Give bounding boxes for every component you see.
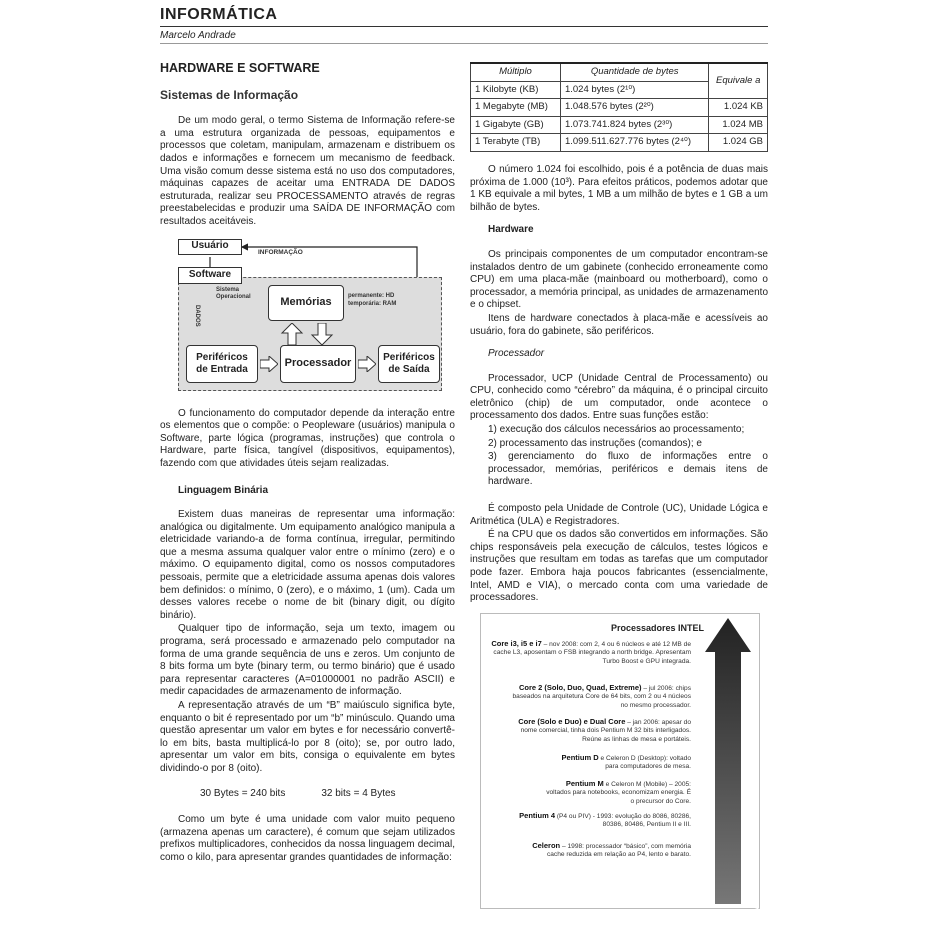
conversion-example-bits: 32 bits = 4 Bytes — [321, 787, 396, 799]
paragraph-processador: Processador, UCP (Unidade Central de Processamento) ou CPU, conhecido como “cérebro” da máquina, é o principal circuito eletrônico (chip) de um computador, onde acontece o processamento dos dados. Entre suas funções estão: — [470, 372, 768, 422]
intel-processor-desc: e Celeron M (Mobile) – 2005: voltados para notebooks, economizam energia. É o precursor do Core. — [546, 780, 691, 805]
table-cell: 1 Gigabyte (GB) — [471, 116, 561, 134]
intel-processor-desc: – 1998: processador “básico”, com memória cache reduzida em relação ao P4, lento e barato. — [546, 842, 691, 859]
intel-processor-name: Core i3, i5 e i7 — [491, 638, 542, 648]
intel-processor-item — [501, 718, 691, 745]
intel-processor-item — [511, 684, 691, 711]
table-header-quantidade: Quantidade de bytes — [560, 63, 708, 81]
header-divider-secondary — [160, 43, 768, 44]
sistema-operacional-label: Sistema Operacional — [216, 286, 251, 300]
intel-processor-item — [541, 780, 691, 807]
page-header-title: INFORMÁTICA — [160, 6, 278, 23]
intel-processors-infographic — [480, 613, 762, 913]
conversion-examples — [160, 788, 455, 801]
table-cell: 1.024 bytes (2¹⁰) — [560, 81, 708, 99]
list-item-2: 2) processamento das instruções (comandos); e — [488, 437, 702, 449]
table-row — [471, 116, 768, 134]
perifericos-saida-label-2: de Saída — [388, 363, 430, 375]
table-row — [471, 99, 768, 117]
intel-processor-desc: – nov 2008: com 2, 4 ou 6 núcleos e até 12 MB de cache L3, aposentam o FSB integrando a north bridge. Apresentam Turbo Boost e GPU integrada. — [493, 640, 691, 665]
table-cell: 1.024 KB — [709, 99, 768, 117]
intel-processor-item — [511, 812, 691, 830]
right-column — [470, 62, 768, 913]
table-cell: 1.024 MB — [709, 116, 768, 134]
arrow-entrada-processador — [260, 356, 278, 372]
software-box: Software — [178, 267, 242, 284]
list-item-1: 1) execução dos cálculos necessários ao processamento; — [488, 424, 745, 436]
paragraph-componentes: Os principais componentes de um computador encontram-se instalados dentro de um gabinete (conhecido erroneamente como CPU) em uma placa-mãe (mainboard ou motherboard), como o processador, a memória principal, as unidades de armazenamento e o chipset. — [470, 248, 768, 311]
intel-processor-item — [491, 640, 691, 667]
header-divider — [160, 26, 768, 27]
intel-processor-name: Core (Solo e Duo) e Dual Core — [518, 716, 626, 726]
conversion-example-bytes: 30 Bytes = 240 bits — [200, 787, 286, 799]
table-cell: 1.048.576 bytes (2²⁰) — [560, 99, 708, 117]
intel-processor-desc: – jul 2006: chips baseados na arquitetura Core de 64 bits, com 2 ou 4 núcleos no mesmo processador. — [512, 684, 691, 709]
perifericos-saida-box — [378, 345, 440, 383]
perifericos-entrada-box — [186, 345, 258, 383]
table-row — [471, 134, 768, 152]
paragraph-sistemas: De um modo geral, o termo Sistema de Informação refere-se a uma estrutura organizada de pessoas, equipamentos e processos que coletam, manipulam, armazenam e distribuem os dados e informações e fornecem um mecanismo de feedback. Uma visão comum desse sistema está no uso dos computadores, máquinas capazes de aceitar uma ENTRADA DE DADOS estruturada, realizar seu PROCESSAMENTO através de regras preestabelecidas e produzir uma SAÍDA DE INFORMAÇÃO com resultados aceitáveis. — [160, 115, 455, 227]
list-item-3: 3) gerenciamento do fluxo de informações entre o processador, memórias, periféricos e demais itens de hardware. — [488, 451, 768, 488]
table-cell: 1.024 GB — [709, 134, 768, 152]
perifericos-saida-label-1: Periféricos — [383, 351, 435, 363]
left-column — [160, 62, 455, 866]
arrow-processador-saida — [358, 356, 376, 372]
intel-processor-name: Celeron — [532, 840, 561, 850]
intel-processor-name: Pentium M — [565, 778, 604, 788]
intel-processor-item — [521, 842, 691, 860]
informacao-label: INFORMAÇÃO — [258, 248, 303, 256]
section-title: HARDWARE E SOFTWARE — [160, 61, 320, 75]
intel-processor-desc: – jan 2006: apesar do nome comercial, tinha dois Pentium M 32 bits interligados. Reúne as linhas de mesa e portáteis. — [520, 718, 691, 743]
table-header-equivale: Equivale a — [709, 63, 768, 99]
intel-processor-name: Pentium D — [561, 752, 599, 762]
subsection-title: Sistemas de Informação — [160, 87, 299, 102]
memory-processor-arrows — [280, 323, 340, 345]
paragraph-funcionamento: O funcionamento do computador depende da interação entre os elementos que o compõe: o Peopleware (usuários) manipula o Software, parte lógica (programas, instruções) que controla o Hardware, parte física, tangível (dispositivos, equipamentos), fazendo com que atividades úteis sejam realizadas. — [160, 407, 455, 469]
paragraph-composicao: É composto pela Unidade de Controle (UC), Unidade Lógica e Aritmética (ULA) e Registradores. — [470, 503, 768, 527]
usuario-box: Usuário — [178, 239, 242, 255]
velocidade-label: VELOCIDADE — [748, 793, 762, 913]
intel-processor-name: Pentium 4 — [519, 810, 555, 820]
hardware-title: Hardware — [488, 224, 534, 236]
processador-title: Processador — [488, 348, 545, 360]
memoria-permanente-label: permanente: HD — [348, 292, 395, 299]
memorias-box: Memórias — [268, 285, 344, 321]
paragraph-1024: O número 1.024 foi escolhido, pois é a potência de duas mais próxima de 1.000 (10³). Para efeitos práticos, podemos adotar que 1 KB equivale a mil bytes, 1 MB a um milhão de bytes e 1 GB a um bilhão de bytes. — [470, 163, 768, 213]
computer-system-diagram — [172, 239, 442, 394]
units-table — [470, 62, 768, 152]
paragraph-cpu-chips: É na CPU que os dados são convertidos em informações. São chips responsáveis pela execução de cálculos, testes lógicos e instruções que resultam em todas as tarefas que um computador pode fazer. Embora haja poucos fabricantes (essencialmente, Intel, AMD e VIA), o mercado conta com uma variedade de processadores. — [470, 529, 768, 604]
processador-box: Processador — [280, 345, 356, 383]
table-cell: 1.099.511.627.776 bytes (2⁴⁰) — [560, 134, 708, 152]
table-header-multiplo: Múltiplo — [471, 63, 561, 81]
table-cell: 1 Megabyte (MB) — [471, 99, 561, 117]
perifericos-entrada-label-1: Periféricos — [196, 351, 248, 363]
table-cell: 1 Terabyte (TB) — [471, 134, 561, 152]
paragraph-representacao: A representação através de um “B” maiúsculo significa byte, enquanto o bit é representado por um “b” minúsculo. Quando uma questão apresentar um valor em bytes e for necessário convertê-lo em bits, basta multiplicá-lo por 8 (oito); se, por outro lado, apresentar um valor em bits, consiga o equivalente em bytes dividindo-o por 8 (oito). — [160, 700, 455, 774]
dados-label: DADOS — [194, 304, 200, 327]
intel-processor-desc: e Celeron D (Desktop): voltado para computadores de mesa. — [598, 754, 691, 771]
memoria-temporaria-label: temporária: RAM — [348, 300, 397, 307]
velocidade-arrow — [705, 618, 751, 904]
paragraph-prefixos: Como um byte é uma unidade com valor muito pequeno (armazena apenas um caractere), é comum que sejam utilizados prefixos multiplicadores, conhecidos da nossa linguagem decimal, como o kilo, para apresentar grandes quantidades de informação: — [160, 814, 455, 863]
intel-processor-desc: (P4 ou PIV) - 1993: evolução do 8086, 80286, 80386, 80486, Pentium II e III. — [555, 812, 691, 829]
intel-processor-name: Core 2 (Solo, Duo, Quad, Extreme) — [518, 682, 642, 692]
paragraph-byte: Qualquer tipo de informação, seja um texto, imagem ou programa, será processado e armazenado pelo computador na forma de uma grande sequência de uns e zeros. Um conjunto de 8 bits forma um byte (binary term, ou termo binário) que é usado para representar caracteres (A=01000001 no padrão ASCII) e medir capacidades de armazenamento de informação. — [160, 623, 455, 698]
author-name: Marcelo Andrade — [160, 30, 236, 41]
paragraph-analogica-digital: Existem duas maneiras de representar uma informação: analógica ou digitalmente. Um equipamento analógico manipula a eletricidade variando-a de forma contínua, irregular, permitindo que a mesma assuma qualquer valor entre o mínimo (zero) e o máximo. O equipamento digital, como os nossos computadores pessoais, permite que a eletricidade assuma apenas dois valores bem definidos: o mínimo, 0 (zero), e o máximo, 1 (um). Cada um desses valores recebe o nome de bit (binary digit, ou dígito binário). — [160, 509, 455, 621]
table-cell: 1 Kilobyte (KB) — [471, 81, 561, 99]
linguagem-binaria-title: Linguagem Binária — [178, 484, 269, 496]
intel-title: Processadores INTEL — [611, 622, 705, 633]
intel-processor-item — [551, 754, 691, 772]
perifericos-entrada-label-2: de Entrada — [196, 363, 248, 375]
paragraph-perifericos: Itens de hardware conectados à placa-mãe e acessíveis ao usuário, fora do gabinete, são periféricos. — [470, 312, 768, 337]
table-cell: 1.073.741.824 bytes (2³⁰) — [560, 116, 708, 134]
